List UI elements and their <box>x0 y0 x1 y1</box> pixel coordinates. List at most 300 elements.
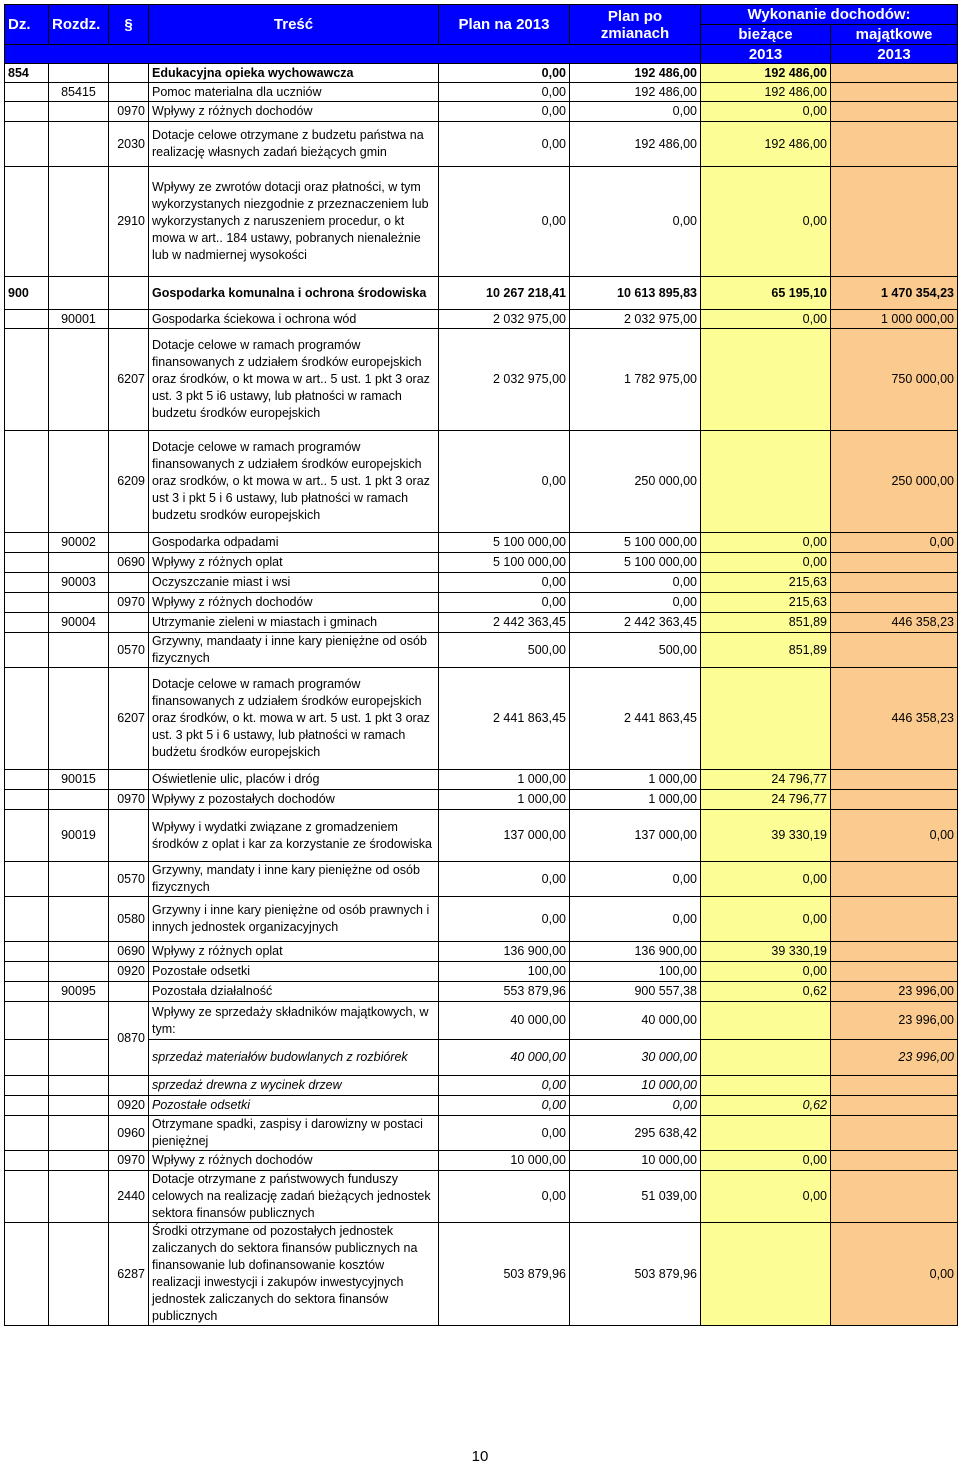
cell-wykonanie-majatkowe <box>831 962 958 982</box>
cell-plan-po-zmianach: 500,00 <box>570 633 701 668</box>
header-wykonanie: Wykonanie dochodów: <box>701 5 958 25</box>
cell-tresc: Utrzymanie zieleni w miastach i gminach <box>149 613 439 633</box>
cell-dzial <box>5 593 49 613</box>
cell-wykonanie-biezace <box>701 431 831 533</box>
cell-tresc: Grzywny, mandaaty i inne kary pieniężne od osób fizycznych <box>149 633 439 668</box>
cell-paragraf <box>109 277 149 310</box>
table-row <box>5 310 958 329</box>
cell-rozdzial <box>49 1171 109 1223</box>
cell-wykonanie-majatkowe: 0,00 <box>831 1223 958 1326</box>
cell-dzial <box>5 1096 49 1116</box>
cell-dzial <box>5 962 49 982</box>
cell-wykonanie-majatkowe: 446 358,23 <box>831 613 958 633</box>
cell-tresc: Wpływy z różnych dochodów <box>149 102 439 122</box>
table-row <box>5 897 958 942</box>
cell-paragraf: 2440 <box>109 1171 149 1223</box>
cell-plan-po-zmianach: 295 638,42 <box>570 1116 701 1151</box>
cell-paragraf <box>109 310 149 329</box>
cell-wykonanie-biezace <box>701 1002 831 1040</box>
cell-paragraf: 6207 <box>109 668 149 770</box>
cell-plan: 0,00 <box>439 122 570 167</box>
table-row <box>5 613 958 633</box>
cell-paragraf: 0970 <box>109 593 149 613</box>
table-row <box>5 431 958 533</box>
cell-rozdzial <box>49 431 109 533</box>
cell-paragraf: 0970 <box>109 102 149 122</box>
cell-wykonanie-biezace: 24 796,77 <box>701 790 831 810</box>
cell-plan-po-zmianach: 10 000,00 <box>570 1076 701 1096</box>
cell-dzial <box>5 770 49 790</box>
cell-tresc: Pomoc materialna dla uczniów <box>149 83 439 102</box>
cell-plan-po-zmianach: 250 000,00 <box>570 431 701 533</box>
cell-dzial <box>5 668 49 770</box>
cell-plan-po-zmianach: 0,00 <box>570 573 701 593</box>
cell-wykonanie-biezace: 0,00 <box>701 862 831 897</box>
cell-dzial <box>5 167 49 277</box>
cell-dzial <box>5 1171 49 1223</box>
cell-plan: 10 267 218,41 <box>439 277 570 310</box>
table-row <box>5 1116 958 1151</box>
cell-plan-po-zmianach: 0,00 <box>570 102 701 122</box>
cell-wykonanie-biezace <box>701 1040 831 1076</box>
cell-wykonanie-majatkowe: 23 996,00 <box>831 982 958 1002</box>
header-year-majatkowe: 2013 <box>831 45 958 64</box>
cell-plan-po-zmianach: 192 486,00 <box>570 83 701 102</box>
cell-paragraf <box>109 533 149 553</box>
cell-plan: 5 100 000,00 <box>439 533 570 553</box>
table-row <box>5 1223 958 1326</box>
cell-plan-po-zmianach: 10 000,00 <box>570 1151 701 1171</box>
cell-wykonanie-biezace: 0,62 <box>701 1096 831 1116</box>
cell-dzial <box>5 122 49 167</box>
cell-paragraf <box>109 613 149 633</box>
cell-wykonanie-majatkowe <box>831 862 958 897</box>
cell-paragraf: 2910 <box>109 167 149 277</box>
cell-paragraf: 6209 <box>109 431 149 533</box>
cell-dzial <box>5 810 49 862</box>
cell-wykonanie-majatkowe <box>831 1171 958 1223</box>
cell-tresc: Oświetlenie ulic, placów i dróg <box>149 770 439 790</box>
cell-dzial <box>5 553 49 573</box>
cell-dzial <box>5 431 49 533</box>
cell-wykonanie-majatkowe <box>831 1096 958 1116</box>
cell-rozdzial <box>49 790 109 810</box>
cell-wykonanie-majatkowe: 750 000,00 <box>831 329 958 431</box>
cell-rozdzial: 85415 <box>49 83 109 102</box>
cell-tresc: Gospodarka odpadami <box>149 533 439 553</box>
cell-tresc: Dotacje celowe otrzymane z budzetu państwa na realizację własnych zadań bieżących gmin <box>149 122 439 167</box>
cell-plan: 40 000,00 <box>439 1040 570 1076</box>
cell-dzial <box>5 790 49 810</box>
cell-rozdzial <box>49 668 109 770</box>
header-plan-po-line1: Plan po <box>607 7 663 25</box>
table-row <box>5 1171 958 1223</box>
cell-plan: 1 000,00 <box>439 790 570 810</box>
cell-dzial <box>5 1151 49 1171</box>
cell-plan: 0,00 <box>439 64 570 83</box>
cell-wykonanie-majatkowe <box>831 167 958 277</box>
cell-plan: 2 032 975,00 <box>439 329 570 431</box>
cell-wykonanie-majatkowe <box>831 942 958 962</box>
cell-wykonanie-biezace: 0,00 <box>701 897 831 942</box>
cell-tresc: Dotacje celowe w ramach programów finansowanych z udziałem środków europejskich oraz srodków, o kt mowa w art.. 5 ust. 1 pkt 3 oraz ust 3 i pkt 5 i 6 ustawy, lub płatności w ramach budzetu srodków europejskich <box>149 431 439 533</box>
cell-plan: 553 879,96 <box>439 982 570 1002</box>
header-plan-2013: Plan na 2013 <box>439 5 570 45</box>
table-row <box>5 573 958 593</box>
cell-rozdzial <box>49 122 109 167</box>
table-row <box>5 810 958 862</box>
cell-rozdzial <box>49 1040 109 1076</box>
cell-rozdzial <box>49 897 109 942</box>
cell-paragraf <box>109 64 149 83</box>
cell-rozdzial <box>49 1002 109 1040</box>
header-paragraph: § <box>109 5 149 45</box>
cell-plan-po-zmianach: 5 100 000,00 <box>570 533 701 553</box>
cell-rozdzial <box>49 593 109 613</box>
cell-wykonanie-biezace: 851,89 <box>701 613 831 633</box>
cell-paragraf: 0690 <box>109 942 149 962</box>
cell-tresc: Pozostałe odsetki <box>149 962 439 982</box>
cell-wykonanie-majatkowe <box>831 790 958 810</box>
cell-dzial <box>5 83 49 102</box>
cell-plan: 136 900,00 <box>439 942 570 962</box>
cell-wykonanie-biezace: 192 486,00 <box>701 64 831 83</box>
cell-wykonanie-biezace: 192 486,00 <box>701 83 831 102</box>
cell-plan-po-zmianach: 1 782 975,00 <box>570 329 701 431</box>
cell-plan: 0,00 <box>439 1096 570 1116</box>
table-row <box>5 83 958 102</box>
cell-paragraf <box>109 770 149 790</box>
cell-plan-po-zmianach: 137 000,00 <box>570 810 701 862</box>
cell-tresc: Dotacje otrzymane z państwowych funduszy celowych na realizację zadań bieżących jednostek sektora finansów publicznych <box>149 1171 439 1223</box>
cell-plan-po-zmianach: 2 442 363,45 <box>570 613 701 633</box>
cell-rozdzial <box>49 633 109 668</box>
table-row <box>5 862 958 897</box>
cell-wykonanie-majatkowe: 23 996,00 <box>831 1040 958 1076</box>
cell-wykonanie-biezace: 0,00 <box>701 1151 831 1171</box>
cell-dzial <box>5 982 49 1002</box>
cell-tresc: sprzedaż materiałów budowlanych z rozbiórek <box>149 1040 439 1076</box>
cell-paragraf: 0870 <box>109 1002 149 1076</box>
table-row <box>5 1002 958 1040</box>
cell-plan: 0,00 <box>439 573 570 593</box>
table-row <box>5 962 958 982</box>
cell-tresc: Środki otrzymane od pozostałych jednostek zaliczanych do sektora finansów publicznych na finansowanie lub dofinansowanie kosztów realizacji inwestycji i zakupów inwestycyjnych jednostek zaliczanych do sektora finansów publicznych <box>149 1223 439 1326</box>
cell-paragraf: 0570 <box>109 633 149 668</box>
cell-wykonanie-majatkowe <box>831 1151 958 1171</box>
cell-wykonanie-biezace: 0,00 <box>701 310 831 329</box>
table-row <box>5 593 958 613</box>
cell-wykonanie-majatkowe <box>831 1116 958 1151</box>
cell-wykonanie-majatkowe: 250 000,00 <box>831 431 958 533</box>
cell-rozdzial: 90095 <box>49 982 109 1002</box>
cell-wykonanie-majatkowe: 1 000 000,00 <box>831 310 958 329</box>
cell-wykonanie-biezace: 39 330,19 <box>701 810 831 862</box>
page-number: 10 <box>471 1448 489 1465</box>
cell-plan-po-zmianach: 1 000,00 <box>570 790 701 810</box>
cell-rozdzial <box>49 1151 109 1171</box>
cell-wykonanie-biezace <box>701 1116 831 1151</box>
cell-plan-po-zmianach: 30 000,00 <box>570 1040 701 1076</box>
cell-plan-po-zmianach: 0,00 <box>570 593 701 613</box>
cell-rozdzial: 90019 <box>49 810 109 862</box>
cell-rozdzial <box>49 102 109 122</box>
cell-rozdzial <box>49 1076 109 1096</box>
table-row <box>5 329 958 431</box>
cell-rozdzial: 90002 <box>49 533 109 553</box>
cell-dzial <box>5 633 49 668</box>
cell-wykonanie-majatkowe <box>831 102 958 122</box>
header-majatkowe: majątkowe <box>831 25 958 45</box>
cell-rozdzial <box>49 962 109 982</box>
cell-plan: 0,00 <box>439 102 570 122</box>
table-row <box>5 167 958 277</box>
table-row <box>5 64 958 83</box>
cell-dzial <box>5 1002 49 1040</box>
cell-plan: 2 442 363,45 <box>439 613 570 633</box>
cell-paragraf: 0920 <box>109 962 149 982</box>
cell-tresc: Dotacje celowe w ramach programów finansowanych z udziałem środków europejskich oraz środków, o kt mowa w art.. 5 ust. 1 pkt 3 oraz ust. 3 pkt 5 i6 ustawy, lub płatności w ramach budzetu środków europejskich <box>149 329 439 431</box>
cell-tresc: Wpływy ze zwrotów dotacji oraz płatności, w tym wykorzystanych niezgodnie z przeznaczeniem lub wykorzystanych z naruszeniem procedur, o kt mowa w art.. 184 ustawy, pobranych nienależnie lub w nadmiernej wysokości <box>149 167 439 277</box>
cell-tresc: Edukacyjna opieka wychowawcza <box>149 64 439 83</box>
cell-wykonanie-majatkowe: 446 358,23 <box>831 668 958 770</box>
cell-plan-po-zmianach: 192 486,00 <box>570 122 701 167</box>
cell-plan-po-zmianach: 40 000,00 <box>570 1002 701 1040</box>
table-row <box>5 553 958 573</box>
table-row <box>5 790 958 810</box>
cell-rozdzial <box>49 1116 109 1151</box>
cell-paragraf: 2030 <box>109 122 149 167</box>
cell-plan: 0,00 <box>439 1116 570 1151</box>
table-row <box>5 770 958 790</box>
cell-wykonanie-biezace: 0,00 <box>701 1171 831 1223</box>
cell-wykonanie-majatkowe <box>831 573 958 593</box>
cell-wykonanie-majatkowe <box>831 897 958 942</box>
cell-plan: 500,00 <box>439 633 570 668</box>
cell-wykonanie-majatkowe: 23 996,00 <box>831 1002 958 1040</box>
cell-plan: 0,00 <box>439 593 570 613</box>
cell-wykonanie-biezace: 0,00 <box>701 167 831 277</box>
table-body <box>5 64 958 1326</box>
cell-plan-po-zmianach: 5 100 000,00 <box>570 553 701 573</box>
cell-plan: 137 000,00 <box>439 810 570 862</box>
cell-wykonanie-biezace <box>701 668 831 770</box>
cell-tresc: Otrzymane spadki, zaspisy i darowizny w postaci pieniężnej <box>149 1116 439 1151</box>
cell-tresc: Wpływy z różnych oplat <box>149 553 439 573</box>
cell-wykonanie-majatkowe: 0,00 <box>831 533 958 553</box>
table-row <box>5 277 958 310</box>
cell-plan-po-zmianach: 136 900,00 <box>570 942 701 962</box>
table-row <box>5 1076 958 1096</box>
cell-plan-po-zmianach: 51 039,00 <box>570 1171 701 1223</box>
cell-wykonanie-majatkowe <box>831 83 958 102</box>
cell-rozdzial <box>49 1223 109 1326</box>
cell-dzial <box>5 862 49 897</box>
header-tresc: Treść <box>149 5 439 45</box>
header-spacer <box>5 45 701 64</box>
cell-wykonanie-biezace: 0,62 <box>701 982 831 1002</box>
cell-paragraf: 0580 <box>109 897 149 942</box>
table-row <box>5 533 958 553</box>
table-row <box>5 668 958 770</box>
cell-wykonanie-biezace <box>701 1076 831 1096</box>
cell-plan-po-zmianach: 0,00 <box>570 897 701 942</box>
cell-tresc: Wpływy i wydatki związane z gromadzeniem środków z oplat i kar za korzystanie ze środowiska <box>149 810 439 862</box>
header-biezace: bieżące <box>701 25 831 45</box>
cell-plan: 0,00 <box>439 1076 570 1096</box>
cell-plan: 2 032 975,00 <box>439 310 570 329</box>
cell-wykonanie-majatkowe: 0,00 <box>831 810 958 862</box>
cell-plan: 5 100 000,00 <box>439 553 570 573</box>
cell-plan: 0,00 <box>439 897 570 942</box>
cell-tresc: Wpływy z różnych oplat <box>149 942 439 962</box>
cell-plan-po-zmianach: 2 032 975,00 <box>570 310 701 329</box>
cell-wykonanie-biezace: 24 796,77 <box>701 770 831 790</box>
header-year-biezace: 2013 <box>701 45 831 64</box>
cell-dzial <box>5 1040 49 1076</box>
cell-rozdzial <box>49 64 109 83</box>
cell-rozdzial <box>49 329 109 431</box>
cell-plan-po-zmianach: 100,00 <box>570 962 701 982</box>
cell-wykonanie-biezace: 39 330,19 <box>701 942 831 962</box>
cell-plan: 0,00 <box>439 862 570 897</box>
cell-plan-po-zmianach: 10 613 895,83 <box>570 277 701 310</box>
cell-dzial <box>5 613 49 633</box>
table-row <box>5 1151 958 1171</box>
header-row-3 <box>5 45 958 64</box>
cell-wykonanie-biezace: 0,00 <box>701 962 831 982</box>
cell-wykonanie-biezace: 0,00 <box>701 553 831 573</box>
header-rozdz: Rozdz. <box>49 5 109 45</box>
cell-dzial <box>5 1223 49 1326</box>
cell-wykonanie-majatkowe <box>831 122 958 167</box>
cell-wykonanie-biezace: 215,63 <box>701 593 831 613</box>
cell-rozdzial: 90004 <box>49 613 109 633</box>
cell-dzial <box>5 533 49 553</box>
cell-dzial <box>5 897 49 942</box>
cell-plan-po-zmianach: 1 000,00 <box>570 770 701 790</box>
cell-tresc: Gospodarka komunalna i ochrona środowiska <box>149 277 439 310</box>
cell-dzial <box>5 329 49 431</box>
cell-tresc: sprzedaż drewna z wycinek drzew <box>149 1076 439 1096</box>
cell-paragraf: 6207 <box>109 329 149 431</box>
cell-tresc: Wpływy z pozostałych dochodów <box>149 790 439 810</box>
cell-plan: 10 000,00 <box>439 1151 570 1171</box>
cell-paragraf: 0970 <box>109 790 149 810</box>
header-dz: Dz. <box>5 5 49 45</box>
cell-dzial <box>5 310 49 329</box>
cell-paragraf <box>109 810 149 862</box>
cell-plan: 100,00 <box>439 962 570 982</box>
cell-paragraf <box>109 83 149 102</box>
cell-paragraf: 0690 <box>109 553 149 573</box>
cell-plan: 0,00 <box>439 431 570 533</box>
cell-rozdzial <box>49 942 109 962</box>
cell-tresc: Wpływy ze sprzedaży składników majątkowych, w tym: <box>149 1002 439 1040</box>
cell-plan: 1 000,00 <box>439 770 570 790</box>
cell-plan: 0,00 <box>439 83 570 102</box>
cell-paragraf <box>109 982 149 1002</box>
table-row <box>5 102 958 122</box>
cell-tresc: Pozostałe odsetki <box>149 1096 439 1116</box>
cell-dzial <box>5 1116 49 1151</box>
cell-plan-po-zmianach: 503 879,96 <box>570 1223 701 1326</box>
cell-wykonanie-biezace <box>701 1223 831 1326</box>
table-row <box>5 942 958 962</box>
cell-tresc: Wpływy z różnych dochodów <box>149 593 439 613</box>
cell-wykonanie-majatkowe <box>831 553 958 573</box>
cell-dzial <box>5 102 49 122</box>
cell-plan: 0,00 <box>439 1171 570 1223</box>
cell-wykonanie-majatkowe <box>831 64 958 83</box>
cell-wykonanie-biezace: 0,00 <box>701 533 831 553</box>
cell-rozdzial: 90001 <box>49 310 109 329</box>
cell-plan-po-zmianach: 900 557,38 <box>570 982 701 1002</box>
cell-tresc: Pozostała działalność <box>149 982 439 1002</box>
cell-rozdzial: 90003 <box>49 573 109 593</box>
cell-wykonanie-biezace: 851,89 <box>701 633 831 668</box>
cell-rozdzial <box>49 277 109 310</box>
cell-rozdzial <box>49 862 109 897</box>
cell-rozdzial <box>49 1096 109 1116</box>
header-plan-po-line2: zmianach <box>600 24 670 42</box>
cell-paragraf: 0920 <box>109 1096 149 1116</box>
table-row <box>5 633 958 668</box>
cell-tresc: Dotacje celowe w ramach programów finansowanych z udziałem środków europejskich oraz środków, o kt. mowa w art. 5 ust. 1 pkt 3 oraz ust. 3 pkt 5 i 6 ustawy, lub płatności w ramach budżetu środków europejskich <box>149 668 439 770</box>
cell-paragraf: 0970 <box>109 1151 149 1171</box>
cell-plan-po-zmianach: 0,00 <box>570 1096 701 1116</box>
cell-tresc: Grzywny i inne kary pieniężne od osób prawnych i innych jednostek organizacyjnych <box>149 897 439 942</box>
cell-paragraf: 6287 <box>109 1223 149 1326</box>
header-plan-po-zmianach <box>570 5 701 45</box>
cell-paragraf: 0570 <box>109 862 149 897</box>
cell-plan: 0,00 <box>439 167 570 277</box>
cell-dzial: 854 <box>5 64 49 83</box>
cell-wykonanie-biezace: 65 195,10 <box>701 277 831 310</box>
cell-plan: 2 441 863,45 <box>439 668 570 770</box>
cell-plan: 40 000,00 <box>439 1002 570 1040</box>
cell-dzial <box>5 573 49 593</box>
cell-wykonanie-majatkowe: 1 470 354,23 <box>831 277 958 310</box>
cell-wykonanie-majatkowe <box>831 593 958 613</box>
cell-tresc: Wpływy z różnych dochodów <box>149 1151 439 1171</box>
cell-dzial <box>5 1076 49 1096</box>
cell-tresc: Gospodarka ściekowa i ochrona wód <box>149 310 439 329</box>
cell-plan-po-zmianach: 192 486,00 <box>570 64 701 83</box>
cell-dzial: 900 <box>5 277 49 310</box>
cell-plan: 503 879,96 <box>439 1223 570 1326</box>
cell-wykonanie-biezace: 215,63 <box>701 573 831 593</box>
cell-paragraf: 0960 <box>109 1116 149 1151</box>
table-row <box>5 1096 958 1116</box>
cell-rozdzial <box>49 167 109 277</box>
cell-wykonanie-biezace: 0,00 <box>701 102 831 122</box>
cell-tresc: Oczyszczanie miast i wsi <box>149 573 439 593</box>
header-row-1 <box>5 5 958 25</box>
cell-plan-po-zmianach: 0,00 <box>570 167 701 277</box>
cell-wykonanie-majatkowe <box>831 1076 958 1096</box>
table-row <box>5 982 958 1002</box>
cell-dzial <box>5 942 49 962</box>
cell-plan-po-zmianach: 2 441 863,45 <box>570 668 701 770</box>
cell-plan-po-zmianach: 0,00 <box>570 862 701 897</box>
cell-rozdzial: 90015 <box>49 770 109 790</box>
cell-rozdzial <box>49 553 109 573</box>
cell-tresc: Grzywny, mandaty i inne kary pieniężne od osób fizycznych <box>149 862 439 897</box>
cell-paragraf <box>109 573 149 593</box>
table-row <box>5 122 958 167</box>
cell-paragraf <box>109 1076 149 1096</box>
